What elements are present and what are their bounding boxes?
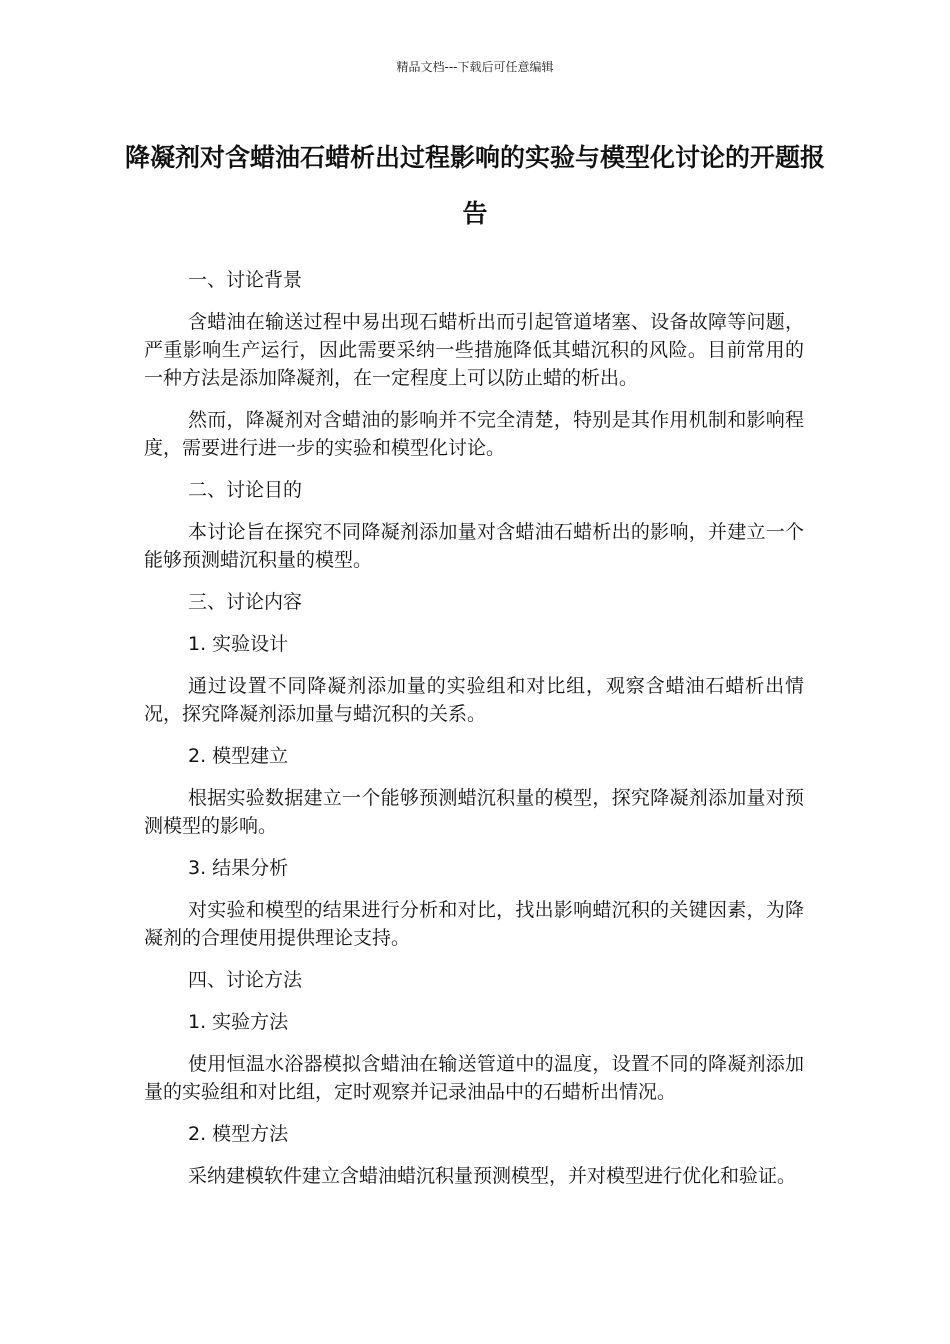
subheading-experiment-method: 1. 实验方法 [188, 1011, 289, 1033]
paragraph-model-method: 采纳建模软件建立含蜡油蜡沉积量预测模型，并对模型进行优化和验证。 [188, 1165, 797, 1187]
document-body [144, 266, 804, 1204]
paragraph-purpose: 本讨论旨在探究不同降凝剂添加量对含蜡油石蜡析出的影响，并建立一个能够预测蜡沉积量的模型。 [144, 521, 804, 571]
paragraph-model-building: 根据实验数据建立一个能够预测蜡沉积量的模型，探究降凝剂添加量对预测模型的影响。 [144, 787, 804, 837]
subheading-model-method: 2. 模型方法 [188, 1123, 289, 1145]
paragraph-result-analysis: 对实验和模型的结果进行分析和对比，找出影响蜡沉积的关键因素，为降凝剂的合理使用提供理论支持。 [144, 899, 804, 949]
paragraph-experiment-design: 通过设置不同降凝剂添加量的实验组和对比组，观察含蜡油石蜡析出情况，探究降凝剂添加量与蜡沉积的关系。 [144, 675, 804, 725]
paragraph-background-2: 然而，降凝剂对含蜡油的影响并不完全清楚，特别是其作用机制和影响程度，需要进行进一步的实验和模型化讨论。 [144, 409, 804, 459]
subheading-model-building: 2. 模型建立 [188, 745, 289, 767]
paragraph-experiment-method: 使用恒温水浴器模拟含蜡油在输送管道中的温度，设置不同的降凝剂添加量的实验组和对比组，定时观察并记录油品中的石蜡析出情况。 [144, 1053, 804, 1103]
document-title: 降凝剂对含蜡油石蜡析出过程影响的实验与模型化讨论的开题报告 [124, 143, 825, 228]
subheading-experiment-design: 1. 实验设计 [188, 633, 289, 655]
subheading-result-analysis: 3. 结果分析 [188, 857, 289, 879]
section-heading-method: 四、讨论方法 [188, 969, 303, 991]
page-header: 精品文档---下载后可任意编辑 [396, 60, 554, 74]
section-heading-background: 一、讨论背景 [188, 269, 303, 291]
section-heading-content: 三、讨论内容 [188, 591, 303, 613]
paragraph-background-1: 含蜡油在输送过程中易出现石蜡析出而引起管道堵塞、设备故障等问题，严重影响生产运行，因此需要采纳一些措施降低其蜡沉积的风险。目前常用的一种方法是添加降凝剂，在一定程度上可以防止蜡的析出。 [144, 311, 804, 389]
section-heading-purpose: 二、讨论目的 [188, 479, 303, 501]
